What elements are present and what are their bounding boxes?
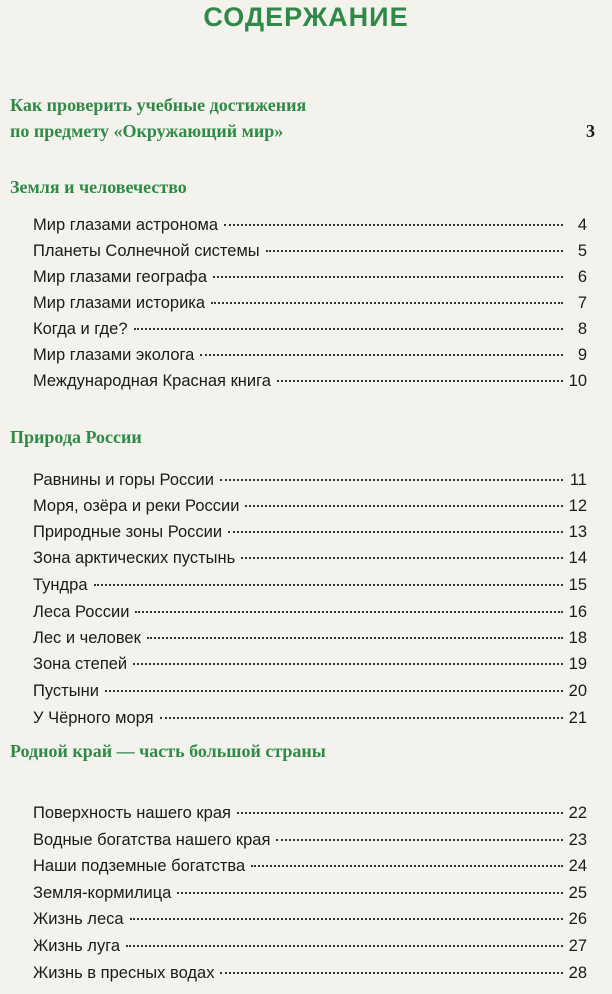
toc-entry-page: 6 [577, 268, 587, 286]
dot-leader [211, 301, 563, 304]
dot-leader [160, 716, 563, 719]
toc-entry-label: Международная Красная книга [33, 372, 271, 390]
toc-entry-page: 20 [568, 682, 587, 700]
toc-entry-label: Зона арктических пустынь [33, 549, 236, 567]
toc-entry-label: Леса России [33, 603, 130, 621]
toc-entry-label: Жизнь в пресных водах [33, 964, 215, 982]
dot-leader [276, 838, 562, 841]
dot-leader [228, 530, 563, 533]
dot-leader [213, 275, 563, 278]
toc-entry[interactable] [33, 880, 587, 906]
toc-entry[interactable] [33, 493, 587, 519]
toc-entry[interactable] [33, 599, 587, 625]
toc-entry-page: 16 [568, 603, 587, 621]
toc-entry[interactable] [33, 545, 587, 571]
toc-entry-label: Жизнь луга [33, 937, 121, 955]
dot-leader [135, 610, 562, 613]
toc-entry-page: 19 [568, 655, 587, 673]
toc-entry-label: Наши подземные богатства [33, 857, 246, 875]
toc-entry-page: 12 [568, 497, 587, 515]
toc-entry[interactable] [33, 960, 587, 986]
toc-entry[interactable] [33, 625, 587, 651]
toc-entry[interactable] [33, 519, 587, 545]
toc-entry-label: Лес и человек [33, 629, 141, 647]
toc-entry[interactable] [33, 264, 587, 290]
section-heading-nature: Природа России [10, 427, 142, 447]
section-heading-line: по предмету «Окружающий мир» [10, 121, 284, 141]
toc-entry-page: 10 [568, 372, 587, 390]
toc-entry[interactable] [33, 467, 587, 493]
section-heading-homeland: Родной край — часть большой страны [10, 741, 326, 761]
dot-leader [133, 662, 562, 665]
toc-entry-page: 11 [569, 471, 587, 489]
toc-entry-label: Природные зоны России [33, 523, 223, 541]
dot-leader [126, 944, 563, 947]
toc-entry[interactable] [33, 800, 587, 826]
toc-entry[interactable] [33, 705, 587, 731]
toc-entry[interactable] [33, 906, 587, 932]
dot-leader [241, 556, 562, 559]
toc-entry-page: 5 [577, 242, 587, 260]
toc-entry-page: 28 [568, 964, 587, 982]
toc-entry-page: 4 [577, 216, 587, 234]
toc-entry-label: Планеты Солнечной системы [33, 242, 260, 260]
dot-leader [220, 971, 562, 974]
toc-entry-page: 9 [577, 346, 587, 364]
toc-entry-page: 18 [568, 629, 587, 647]
toc-entry-label: Когда и где? [33, 320, 128, 338]
toc-entry-label: Мир глазами историка [33, 294, 206, 312]
toc-entry-page: 14 [568, 549, 587, 567]
dot-leader [177, 891, 562, 894]
section-heading-assessment [10, 92, 595, 144]
toc-entry-page: 27 [568, 937, 587, 955]
toc-entry-label: Водные богатства нашего края [33, 831, 271, 849]
toc-entry[interactable] [33, 238, 587, 264]
toc-entry-label: Мир глазами эколога [33, 346, 195, 364]
toc-entry[interactable] [33, 678, 587, 704]
toc-entry[interactable] [33, 853, 587, 879]
dot-leader [237, 811, 563, 814]
toc-entry-label: Жизнь леса [33, 910, 124, 928]
toc-entry-label: Зона степей [33, 655, 128, 673]
dot-leader [130, 917, 563, 920]
toc-entry-label: Земля-кормилица [33, 884, 172, 902]
toc-entry[interactable] [33, 827, 587, 853]
toc-entry[interactable] [33, 212, 587, 238]
dot-leader [224, 223, 563, 226]
dot-leader [245, 504, 562, 507]
page-title: СОДЕРЖАНИЕ [203, 2, 409, 32]
toc-entry-label: У Чёрного моря [33, 709, 154, 727]
section-heading-line: Как проверить учебные достижения [10, 95, 307, 115]
toc-entry[interactable] [33, 651, 587, 677]
toc-entry[interactable] [33, 290, 587, 316]
toc-entry-page: 13 [568, 523, 587, 541]
dot-leader [147, 636, 563, 639]
section-heading-earth: Земля и человечество [10, 177, 187, 197]
dot-leader [251, 864, 562, 867]
section-page-number: 3 [586, 121, 595, 141]
dot-leader [200, 353, 563, 356]
toc-entry-label: Мир глазами астронома [33, 216, 219, 234]
toc-entry-page: 26 [568, 910, 587, 928]
toc-entry-page: 22 [568, 804, 587, 822]
dot-leader [94, 583, 563, 586]
toc-entry-page: 24 [568, 857, 587, 875]
toc-entry-page: 21 [568, 709, 587, 727]
toc-entry[interactable] [33, 572, 587, 598]
toc-entry-page: 23 [568, 831, 587, 849]
toc-entry-label: Поверхность нашего края [33, 804, 231, 822]
dot-leader [266, 249, 563, 252]
toc-entry-page: 15 [568, 576, 587, 594]
toc-entry-label: Моря, озёра и реки России [33, 497, 240, 515]
toc-entry-label: Тундра [33, 576, 88, 594]
dot-leader [220, 478, 563, 481]
toc-entry-page: 25 [568, 884, 587, 902]
toc-entry[interactable] [33, 316, 587, 342]
toc-entry[interactable] [33, 933, 587, 959]
dot-leader [105, 689, 563, 692]
toc-entry-page: 8 [577, 320, 587, 338]
toc-entry[interactable] [33, 368, 587, 394]
toc-entry-label: Равнины и горы России [33, 471, 214, 489]
dot-leader [277, 379, 563, 382]
toc-entry-label: Мир глазами географа [33, 268, 208, 286]
dot-leader [134, 327, 563, 330]
toc-entry-page: 7 [577, 294, 587, 312]
toc-entry[interactable] [33, 342, 587, 368]
toc-entry-label: Пустыни [33, 682, 99, 700]
